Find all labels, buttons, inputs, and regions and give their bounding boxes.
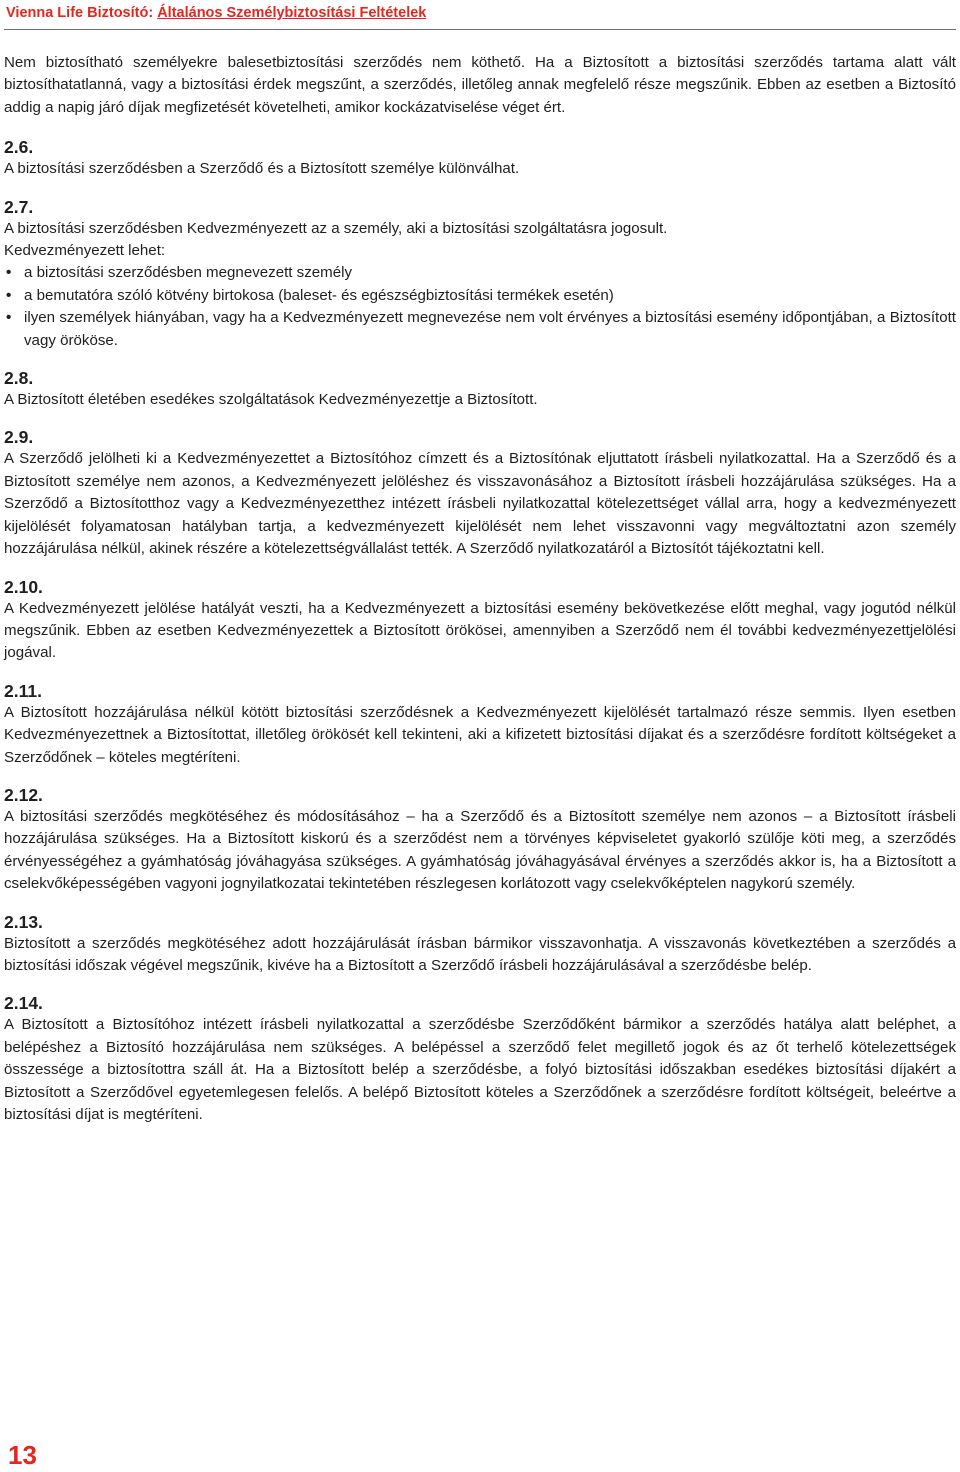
section-text: A biztosítási szerződésben Kedvezményezett az a személy, aki a biztosítási szolgáltatásra jogosult. [4,219,668,237]
page-number: 13 [8,1440,37,1470]
section-2-13 [4,911,956,978]
section-2-8 [4,367,956,411]
section-text: A Biztosított életében esedékes szolgáltatások Kedvezményezettje a Biztosított. [4,391,538,409]
section-2-10 [4,576,956,665]
intro-paragraph: Nem biztosítható személyekre balesetbiztosítási szerződés nem köthető. Ha a Biztosított a biztosítási szerződés tartama alatt vált biztosíthatatlanná, vagy a biztosítási érdek megszűnt, a szerződés, illetőleg annak megfelelő része megszűnik. Ebben az esetben a Biztosító addig a napig járó díjak megfizetését követelheti, amikor kockázatviselése véget ért. [4,54,956,116]
document-body [4,52,956,1141]
section-2-12 [4,784,956,896]
list-item: • a biztosítási szerződésben megnevezett személy [4,262,956,284]
section-text: A Szerződő jelölheti ki a Kedvezményezettet a Biztosítóhoz címzett és a Biztosítónak eljuttatott írásbeli nyilatkozattal. Ha a Szerződő és a Biztosított személye nem azonos, a Kedvezményezett jelöléshez és visszavonásához a Biztosított írásbeli hozzájárulása szükséges. Ha a Szerződő a Biztosítotthoz vagy a Kedvezményezetthez intézett írásbeli nyilatkozattal kötelezettséget vállal arra, hogy a kedvezményezett kijelölését folyamatosan hatályban tartja, a kedvezményezett kijelölését nem lehet visszavonni vagy megváltoztatni azon személy hozzájárulása nélkül, akinek részére a kötelezettségvállalást tették. A Szerződő nyilatkozatáról a Biztosítót tájékoztatni kell. [4,450,956,558]
section-2-14 [4,992,956,1126]
list-item: • a bemutatóra szóló kötvény birtokosa (baleset- és egészségbiztosítási termékek esetén) [4,285,956,307]
section-number: 2.14. [4,993,43,1014]
section-number: 2.6. [4,137,34,158]
section-number: 2.13. [4,911,43,932]
section-number: 2.9. [4,427,34,448]
section-text: Biztosított a szerződés megkötéséhez adott hozzájárulását írásban bármikor visszavonhatja. A visszavonás következtében a szerződés a biztosítási időszak végével megszűnik, kivéve ha a Biztosított a Szerződő írásbeli hozzájárulásával a szerződésbe belép. [4,934,956,974]
list-item: • ilyen személyek hiányában, vagy ha a Kedvezményezett megnevezése nem volt érvényes a biztosítási esemény időpontjában, a Biztosított vagy örököse. [4,307,956,352]
section-number: 2.7. [4,196,34,217]
section-2-7 [4,196,956,352]
header-company: Vienna Life Biztosító: [6,5,154,21]
section-number: 2.12. [4,784,43,805]
section-text: A Biztosított a Biztosítóhoz intézett írásbeli nyilatkozattal a szerződésbe Szerződőként bármikor a szerződés hatálya alatt beléphet, a belépéshez a Biztosító hozzájárulása nem szükséges. A belépéssel a szerződő felet megillető jogok és az őt terhelő kötelezettségek összessége a biztosítottra száll át. Ha a Biztosított belép a szerződésbe, a folyó biztosítási időszakban esedékes biztosítási díjakért a Biztosított a Szerződővel egyetemlegesen felelős. A belépő Biztosított köteles a Szerződőnek a szerződésre fordított költségeit, beleértve a biztosítási díjat is megtéríteni. [4,1016,956,1123]
page-header [6,5,954,21]
section-2-9 [4,426,956,560]
beneficiary-list [4,262,956,352]
section-text: A Biztosított hozzájárulása nélkül kötött biztosítási szerződésnek a Kedvezményezett kijelölését tartalmazó része semmis. Ilyen esetben Kedvezményezettnek a Biztosítottat, illetőleg örökösét kell tekinteni, aki a kifizetett biztosítási díjakat és a szerződésre fordított költségeket a Szerződőnek – köteles megtéríteni. [4,703,956,766]
header-document-title: Általános Személybiztosítási Feltételek [157,5,427,21]
section-2-11 [4,680,956,769]
section-text: A biztosítási szerződés megkötéséhez és módosításához – ha a Szerződő és a Biztosított személye nem azonos – a Biztosított írásbeli hozzájárulása szükséges. Ha a Biztosított kiskorú és a szerződést nem a törvényes képviseletet gyakorló szülője köti meg, a szerződés érvényességéhez a gyámhatóság jóváhagyása szükséges. A gyámhatóság jóváhagyásával érvényes a szerződés akkor is, ha a Biztosított a cselekvőképességében vagyoni jognyilatkozatai tekintetében részlegesen korlátozott vagy cselekvőképtelen nagykorú személy. [4,807,956,893]
section-2-6 [4,136,956,180]
section-text: A biztosítási szerződésben a Szerződő és a Biztosított személye különválhat. [4,160,520,178]
section-number: 2.11. [4,680,42,701]
section-text: A Kedvezményezett jelölése hatályát veszti, ha a Kedvezményezett a biztosítási esemény bekövetkezése előtt meghal, vagy jogutód nélkül megszűnik. Ebben az esetben Kedvezményezettek a Biztosított örökösei, amennyiben a Szerződő nem él további kedvezményezettjelölési jogával. [4,599,956,662]
section-text-beneficiary-intro: Kedvezményezett lehet: [4,242,166,260]
section-number: 2.8. [4,368,34,389]
section-number: 2.10. [4,576,43,597]
header-divider [4,29,956,30]
